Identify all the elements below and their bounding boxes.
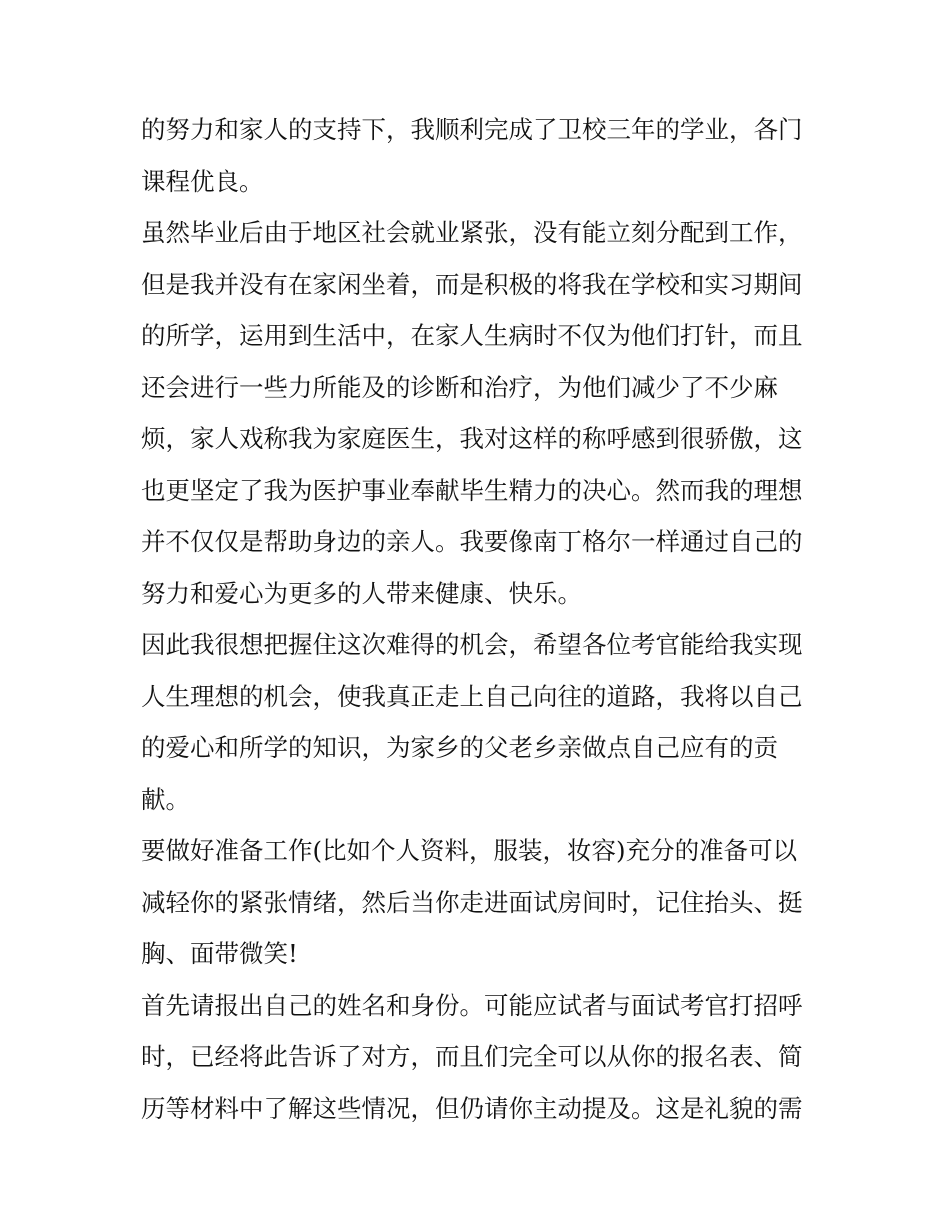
- text-line: 虽然毕业后由于地区社会就业紧张，没有能立刻分配到工作，: [141, 218, 803, 247]
- text-line: 的所学，运用到生活中，在家人生病时不仅为他们打针，而且: [141, 321, 803, 350]
- text-line: 的爱心和所学的知识，为家乡的父老乡亲做点自己应有的贡: [141, 733, 778, 762]
- text-line: 的努力和家人的支持下，我顺利完成了卫校三年的学业，各门: [141, 115, 803, 144]
- text-line: 胸、面带微笑!: [141, 939, 298, 968]
- body-text: [141, 104, 821, 1134]
- text-line: 要做好准备工作(比如个人资料，服装，妆容)充分的准备可以: [141, 836, 798, 865]
- text-line: 但是我并没有在家闲坐着，而是积极的将我在学校和实习期间: [141, 269, 803, 299]
- text-line: 人生理想的机会，使我真正走上自己向往的道路，我将以自己: [141, 681, 803, 711]
- text-line: 献。: [141, 784, 190, 814]
- text-line: 因此我很想把握住这次难得的机会，希望各位考官能给我实现: [141, 630, 803, 659]
- text-line: 减轻你的紧张情绪，然后当你走进面试房间时，记住抬头、挺: [141, 887, 803, 917]
- text-line: 也更坚定了我为医护事业奉献毕生精力的决心。然而我的理想: [141, 475, 803, 505]
- text-line: 历等材料中了解这些情况，但仍请你主动提及。这是礼貌的需: [141, 1093, 803, 1123]
- text-line: 课程优良。: [141, 166, 264, 196]
- text-line: 时，已经将此告诉了对方，而且们完全可以从你的报名表、简: [141, 1042, 803, 1071]
- text-line: 并不仅仅是帮助身边的亲人。我要像南丁格尔一样通过自己的: [141, 527, 803, 556]
- text-line: 还会进行一些力所能及的诊断和治疗，为他们减少了不少麻: [141, 372, 778, 402]
- text-line: 烦，家人戏称我为家庭医生，我对这样的称呼感到很骄傲，这: [141, 424, 803, 453]
- text-line: 努力和爱心为更多的人带来健康、快乐。: [141, 578, 582, 608]
- text-line: 首先请报出自己的姓名和身份。可能应试者与面试考官打招呼: [141, 990, 803, 1020]
